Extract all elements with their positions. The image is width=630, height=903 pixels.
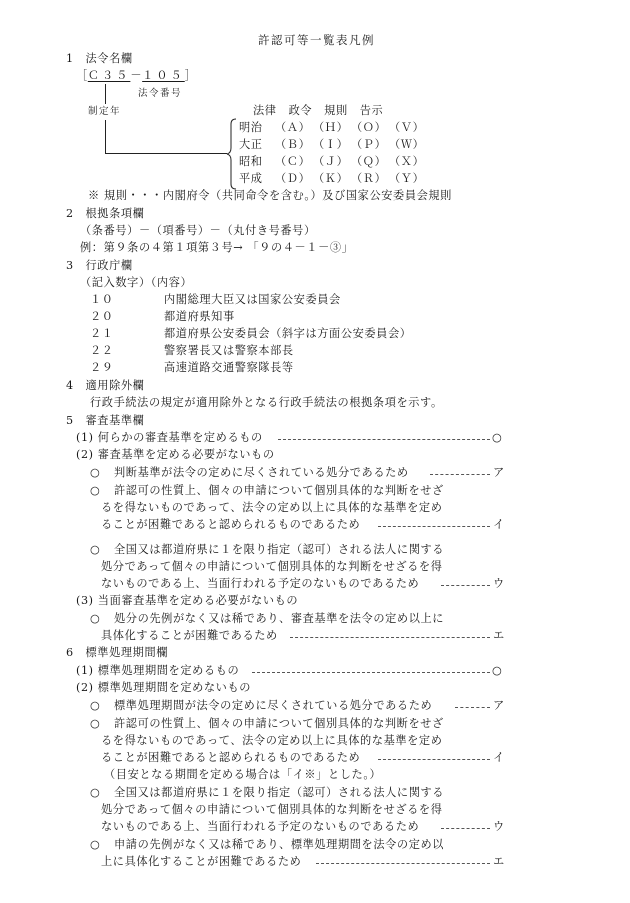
- era-code: （Ｏ）: [351, 121, 387, 134]
- agency-code: ２０: [90, 310, 114, 323]
- era-code: （Ｈ）: [313, 121, 349, 134]
- leader-line: [252, 672, 490, 673]
- review-item-3a-line: 処分の先例がなく又は稀であり、審査基準を法令の定め以上に: [114, 612, 445, 625]
- era-label: 平成: [239, 172, 263, 185]
- era-code: （Ｒ）: [351, 172, 387, 185]
- label-law-number: 法令番号: [138, 88, 183, 99]
- column-header-rule: 規則: [324, 104, 348, 117]
- agency-content: 警察署長又は警察本部長: [164, 344, 294, 357]
- column-header-notice: 告示: [359, 104, 384, 117]
- curly-brace-icon: [226, 118, 238, 190]
- period-item-2c-line: 処分であって個々の申請について個別具体的な判断をせざるを得: [101, 803, 443, 816]
- mark-a: ア: [493, 466, 505, 479]
- column-header-law: 法律: [253, 104, 277, 117]
- bullet-circle-icon: ○: [90, 466, 101, 479]
- era-code: （Ｐ）: [351, 138, 387, 151]
- bullet-circle-icon: ○: [90, 612, 101, 625]
- period-item-2c-line: ないものである上、当面行われる予定のないものであるため: [101, 820, 420, 833]
- exclusion-description: 行政手続法の規定が適用除外となる行政手続法の根拠条項を示す。: [90, 396, 443, 409]
- period-item-2a-line: 標準処理期間が法令の定めに尽くされている処分であるため: [114, 699, 433, 712]
- agency-code: ２１: [90, 327, 114, 340]
- rule-note: ※ 規則・・・内閣府令（共同命令を含む。）及び国家公安委員会規則: [88, 189, 452, 202]
- bullet-circle-icon: ○: [90, 699, 101, 712]
- mark-i: イ: [493, 751, 505, 764]
- review-item-1: (1) 何らかの審査基準を定めるもの: [76, 431, 263, 444]
- column-header-cabinet-order: 政令: [288, 104, 313, 117]
- mark-circle: ○: [492, 664, 502, 677]
- bullet-circle-icon: ○: [90, 717, 101, 730]
- connector-line-horizontal: [105, 153, 227, 154]
- section-4-heading: 4 適用除外欄: [66, 379, 145, 392]
- leader-line: [378, 526, 490, 527]
- era-code: （Ｂ）: [275, 138, 311, 151]
- period-item-2b-line: 許認可の性質上、個々の申請について個別具体的な判断をせざ: [114, 717, 444, 730]
- era-code: （Ｖ）: [389, 121, 425, 134]
- bracket-close: ］: [184, 69, 197, 82]
- era-label: 明治: [239, 121, 263, 134]
- code-dash: －: [130, 69, 143, 82]
- law-type-headers: [253, 104, 383, 118]
- period-item-2d-line: 上に具体化することが困難であるため: [101, 855, 302, 868]
- leader-line: [316, 863, 490, 864]
- bullet-circle-icon: ○: [90, 786, 101, 799]
- era-label: 昭和: [239, 155, 263, 168]
- era-label: 大正: [239, 138, 263, 151]
- connector-line-vertical: [105, 120, 106, 153]
- period-item-1: (1) 標準処理期間を定めるもの: [76, 664, 240, 677]
- mark-u: ウ: [493, 820, 505, 833]
- review-item-2c-line: 全国又は都道府県に１を限り指定（認可）される法人に関する: [114, 543, 445, 556]
- agency-code: ２９: [90, 361, 114, 374]
- section-6-heading: 6 標準処理期間欄: [66, 646, 169, 659]
- leader-line: [278, 439, 490, 440]
- era-code: （Ｗ）: [389, 138, 425, 151]
- era-code: （Ａ）: [275, 121, 311, 134]
- review-item-2c-line: 処分であって個々の申請について個別具体的な判断をせざるを得: [101, 560, 443, 573]
- agency-code: １０: [90, 293, 114, 306]
- article-format: （条番号）－（項番号）－（丸付き号番号）: [80, 224, 316, 237]
- period-item-2b-line: るを得ないものであって、法令の定め以上に具体的な基準を定め: [101, 734, 443, 747]
- era-code: （Ｑ）: [351, 155, 387, 168]
- agency-column-headers: （記入数字）（内容）: [80, 276, 193, 289]
- era-row-meiji: [239, 121, 424, 135]
- mark-circle: ○: [492, 431, 502, 444]
- era-row-showa: [239, 155, 424, 169]
- period-item-2c-line: 全国又は都道府県に１を限り指定（認可）される法人に関する: [114, 786, 445, 799]
- review-item-2a-line: 判断基準が法令の定めに尽くされている処分であるため: [114, 466, 409, 479]
- agency-content: 高速道路交通警察隊長等: [164, 361, 294, 374]
- agency-content: 都道府県知事: [164, 310, 235, 323]
- review-item-2b-line: るを得ないものであって、法令の定め以上に具体的な基準を定め: [101, 501, 443, 514]
- code-number-part: １０５: [142, 69, 185, 82]
- section-3-heading: 3 行政庁欄: [66, 259, 133, 272]
- leader-line: [441, 828, 490, 829]
- review-item-3: (3) 当面審査基準を定める必要がないもの: [76, 594, 299, 607]
- review-item-2b-line: ることが困難であると認められるものであるため: [101, 518, 361, 531]
- connector-line-vertical-top: [105, 84, 106, 104]
- code-year-part: Ｃ３５: [87, 69, 131, 82]
- mark-u: ウ: [493, 577, 505, 590]
- leader-line: [290, 637, 490, 638]
- era-code: （Ｘ）: [389, 155, 425, 168]
- review-item-3a-line: 具体化することが困難であるため: [101, 629, 278, 642]
- label-enactment-year: 制定年: [88, 106, 122, 117]
- leader-line: [378, 759, 490, 760]
- page-title: 許認可等一覧表凡例: [258, 33, 375, 47]
- period-item-2: (2) 標準処理期間を定めないもの: [76, 681, 252, 694]
- section-5-heading: 5 審査基準欄: [66, 414, 145, 427]
- bracket-open: ［: [76, 69, 88, 82]
- agency-code: ２２: [90, 344, 114, 357]
- section-2-heading: 2 根拠条項欄: [66, 207, 145, 220]
- era-code: （Ｊ）: [313, 155, 349, 168]
- bullet-circle-icon: ○: [90, 484, 101, 497]
- period-item-2b-line: ることが困難であると認められるものであるため: [101, 751, 361, 764]
- section-1-heading: 1 法令名欄: [66, 52, 133, 65]
- agency-content: 都道府県公安委員会（斜字は方面公安委員会）: [164, 327, 412, 340]
- agency-content: 内閣総理大臣又は国家公安委員会: [164, 293, 341, 306]
- era-row-heisei: [239, 172, 424, 186]
- era-code: （Ｄ）: [275, 172, 311, 185]
- era-code: （Ｙ）: [389, 172, 425, 185]
- leader-line: [455, 707, 490, 708]
- mark-a: ア: [493, 699, 505, 712]
- review-item-2: (2) 審査基準を定める必要がないもの: [76, 448, 275, 461]
- era-code: （Ｃ）: [275, 155, 311, 168]
- mark-e: エ: [493, 855, 505, 868]
- leader-line: [441, 585, 490, 586]
- mark-e: エ: [493, 629, 505, 642]
- mark-i: イ: [493, 518, 505, 531]
- article-example: 例：第９条の４第１項第３号→ 「９の４－１－③」: [80, 241, 354, 254]
- law-code-example: [76, 69, 197, 83]
- era-row-taisho: [239, 138, 424, 152]
- period-item-2d-line: 申請の先例がなく又は稀であり、標準処理期間を法令の定め以: [114, 838, 445, 851]
- bullet-circle-icon: ○: [90, 838, 101, 851]
- era-code: （Ｋ）: [313, 172, 349, 185]
- review-item-2c-line: ないものである上、当面行われる予定のないものであるため: [101, 577, 420, 590]
- period-item-2b-note: （目安となる期間を定める場合は「イ※」とした。）: [104, 768, 382, 781]
- bullet-circle-icon: ○: [90, 543, 101, 556]
- review-item-2b-line: 許認可の性質上、個々の申請について個別具体的な判断をせざ: [114, 484, 444, 497]
- era-code: （Ｉ）: [313, 138, 349, 151]
- leader-line: [430, 474, 490, 475]
